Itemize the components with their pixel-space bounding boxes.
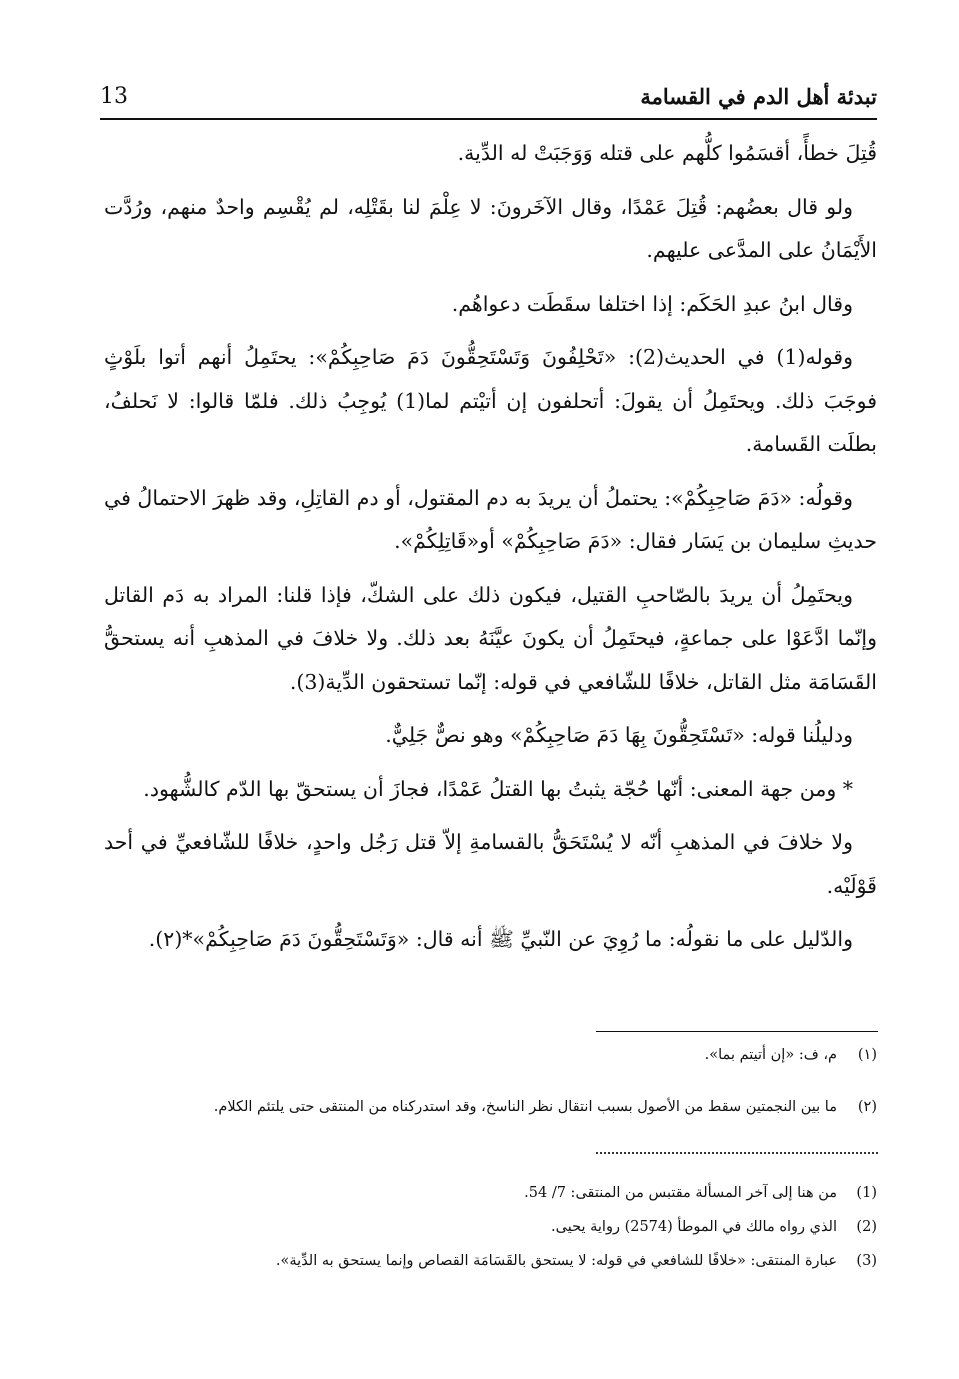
footnote [100, 1250, 877, 1272]
paragraph: ودليلُنا قوله: «تَسْتَحِقُّونَ بِهَا دَمَ صَاحِبِكُمْ» وهو نصٌّ جَلِيٌّ. [385, 723, 853, 747]
running-title: تبدئة أهل الدم في القسامة [640, 83, 877, 109]
paragraph: ولو قال بعضُهم: قُتِلَ عَمْدًا، وقال الآخَرونَ: لا عِلْمَ لنا بقَتْلِه، لم يُقْسِم واحدٌ منهم، ورُدَّت الأَيْمَانُ على المدَّعى عليهم. [104, 194, 877, 262]
editor-footnotes [100, 1044, 877, 1148]
paragraph: قُتِلَ خطأً، أقسَمُوا كلُّهم على قتله وَوَجَبَتْ له الدِّية. [457, 141, 877, 165]
footnote-text: الذي رواه مالك في الموطأ (2574) رواية يحيى. [551, 1219, 837, 1235]
main-text [104, 132, 877, 972]
footnote-text: ما بين النجمتين سقط من الأصول بسبب انتقال نظر الناسخ، وقد استدركناه من المنتقى حتى يلتئم الكلام. [213, 1099, 837, 1115]
footnote-number: (2) [856, 1219, 877, 1235]
footnote [100, 1182, 877, 1204]
footnote-number: (1) [856, 1185, 877, 1201]
footnote-number: (٢) [857, 1099, 877, 1115]
source-footnotes [100, 1182, 877, 1284]
footnote-divider [596, 1031, 878, 1032]
footnote [100, 1096, 877, 1118]
paragraph: ويحتَمِلُ أن يريدَ بالصّاحبِ القتيل، فيكون ذلك على الشكّ، فإذا قلنا: المراد به دَم القاتل وإنّما ادَّعَوْا على جماعةٍ، فيحتَمِلُ أن يكونَ عيَّنَهُ بعد ذلك. ولا خلافَ في المذهبِ أنه يستحقُّ القَسَامَة مثل القاتل، خلافًا للشّافعي في قوله: إنّما تستحقون الدِّية(3). [104, 582, 877, 694]
footnote-number: (١) [857, 1047, 877, 1063]
dotted-separator [596, 1152, 878, 1154]
footnote-text: عبارة المنتقى: «خلافًا للشافعي في قوله: لا يستحق بالقَسَامَة القصاص وإنما يستحق به الدِّية». [275, 1253, 837, 1269]
footnote-text: من هنا إلى آخر المسألة مقتبس من المنتقى: 7/ 54. [524, 1185, 837, 1201]
paragraph: وقوله(1) في الحديث(2): «تَحْلِفُونَ وَتَسْتَحِقُّونَ دَمَ صَاحِبِكُمْ»: يحتَمِلُ أنهم أتوا بلَوْثٍ فوجَبَ ذلك. ويحتَمِلُ أن يقولَ: أتحلفون إن أتيْتم لما(1) يُوجِبُ ذلك. فلمّا قالوا: لا نَحلفُ، بطلَت القَسامة. [104, 345, 877, 456]
paragraph: ولا خلافَ في المذهبِ أنّه لا يُسْتَحَقُّ بالقسامةِ إلاّ قتل رَجُل واحدٍ، خلافًا للشّافعيِّ في أحد قَوْلَيْه. [104, 830, 877, 898]
page-number: 13 [100, 83, 128, 109]
paragraph: * ومن جهة المعنى: أنّها حُجّة يثبتُ بها القتلُ عَمْدًا، فجازَ أن يستحقّ بها الدّم كالشُّهود. [143, 776, 853, 801]
paragraph: والدّليل على ما نقولُه: ما رُوِيَ عن النّبيِّ ﷺ أنه قال: «وَتَسْتَحِقُّونَ دَمَ صَاحِبِكُمْ»*(٢). [148, 927, 853, 951]
paragraph: وقال ابنُ عبدِ الحَكَم: إذا اختلفا سقَطَت دعواهُم. [451, 291, 853, 316]
footnote-number: (3) [856, 1253, 877, 1269]
footnote-text: م، ف: «إن أتيتم بما». [704, 1047, 837, 1063]
paragraph: وقولُه: «دَمَ صَاحِبِكُمْ»: يحتملُ أن يريدَ به دم المقتول، أو دم القاتِلِ، وقد ظهرَ الاحتمالُ في حديثِ سليمان بن يَسَار فقال: «دَمَ صَاحِبِكُمْ» أو«قَاتِلِكُمْ». [104, 485, 877, 553]
page-header [100, 74, 877, 120]
footnote [100, 1216, 877, 1238]
footnote [100, 1044, 877, 1066]
